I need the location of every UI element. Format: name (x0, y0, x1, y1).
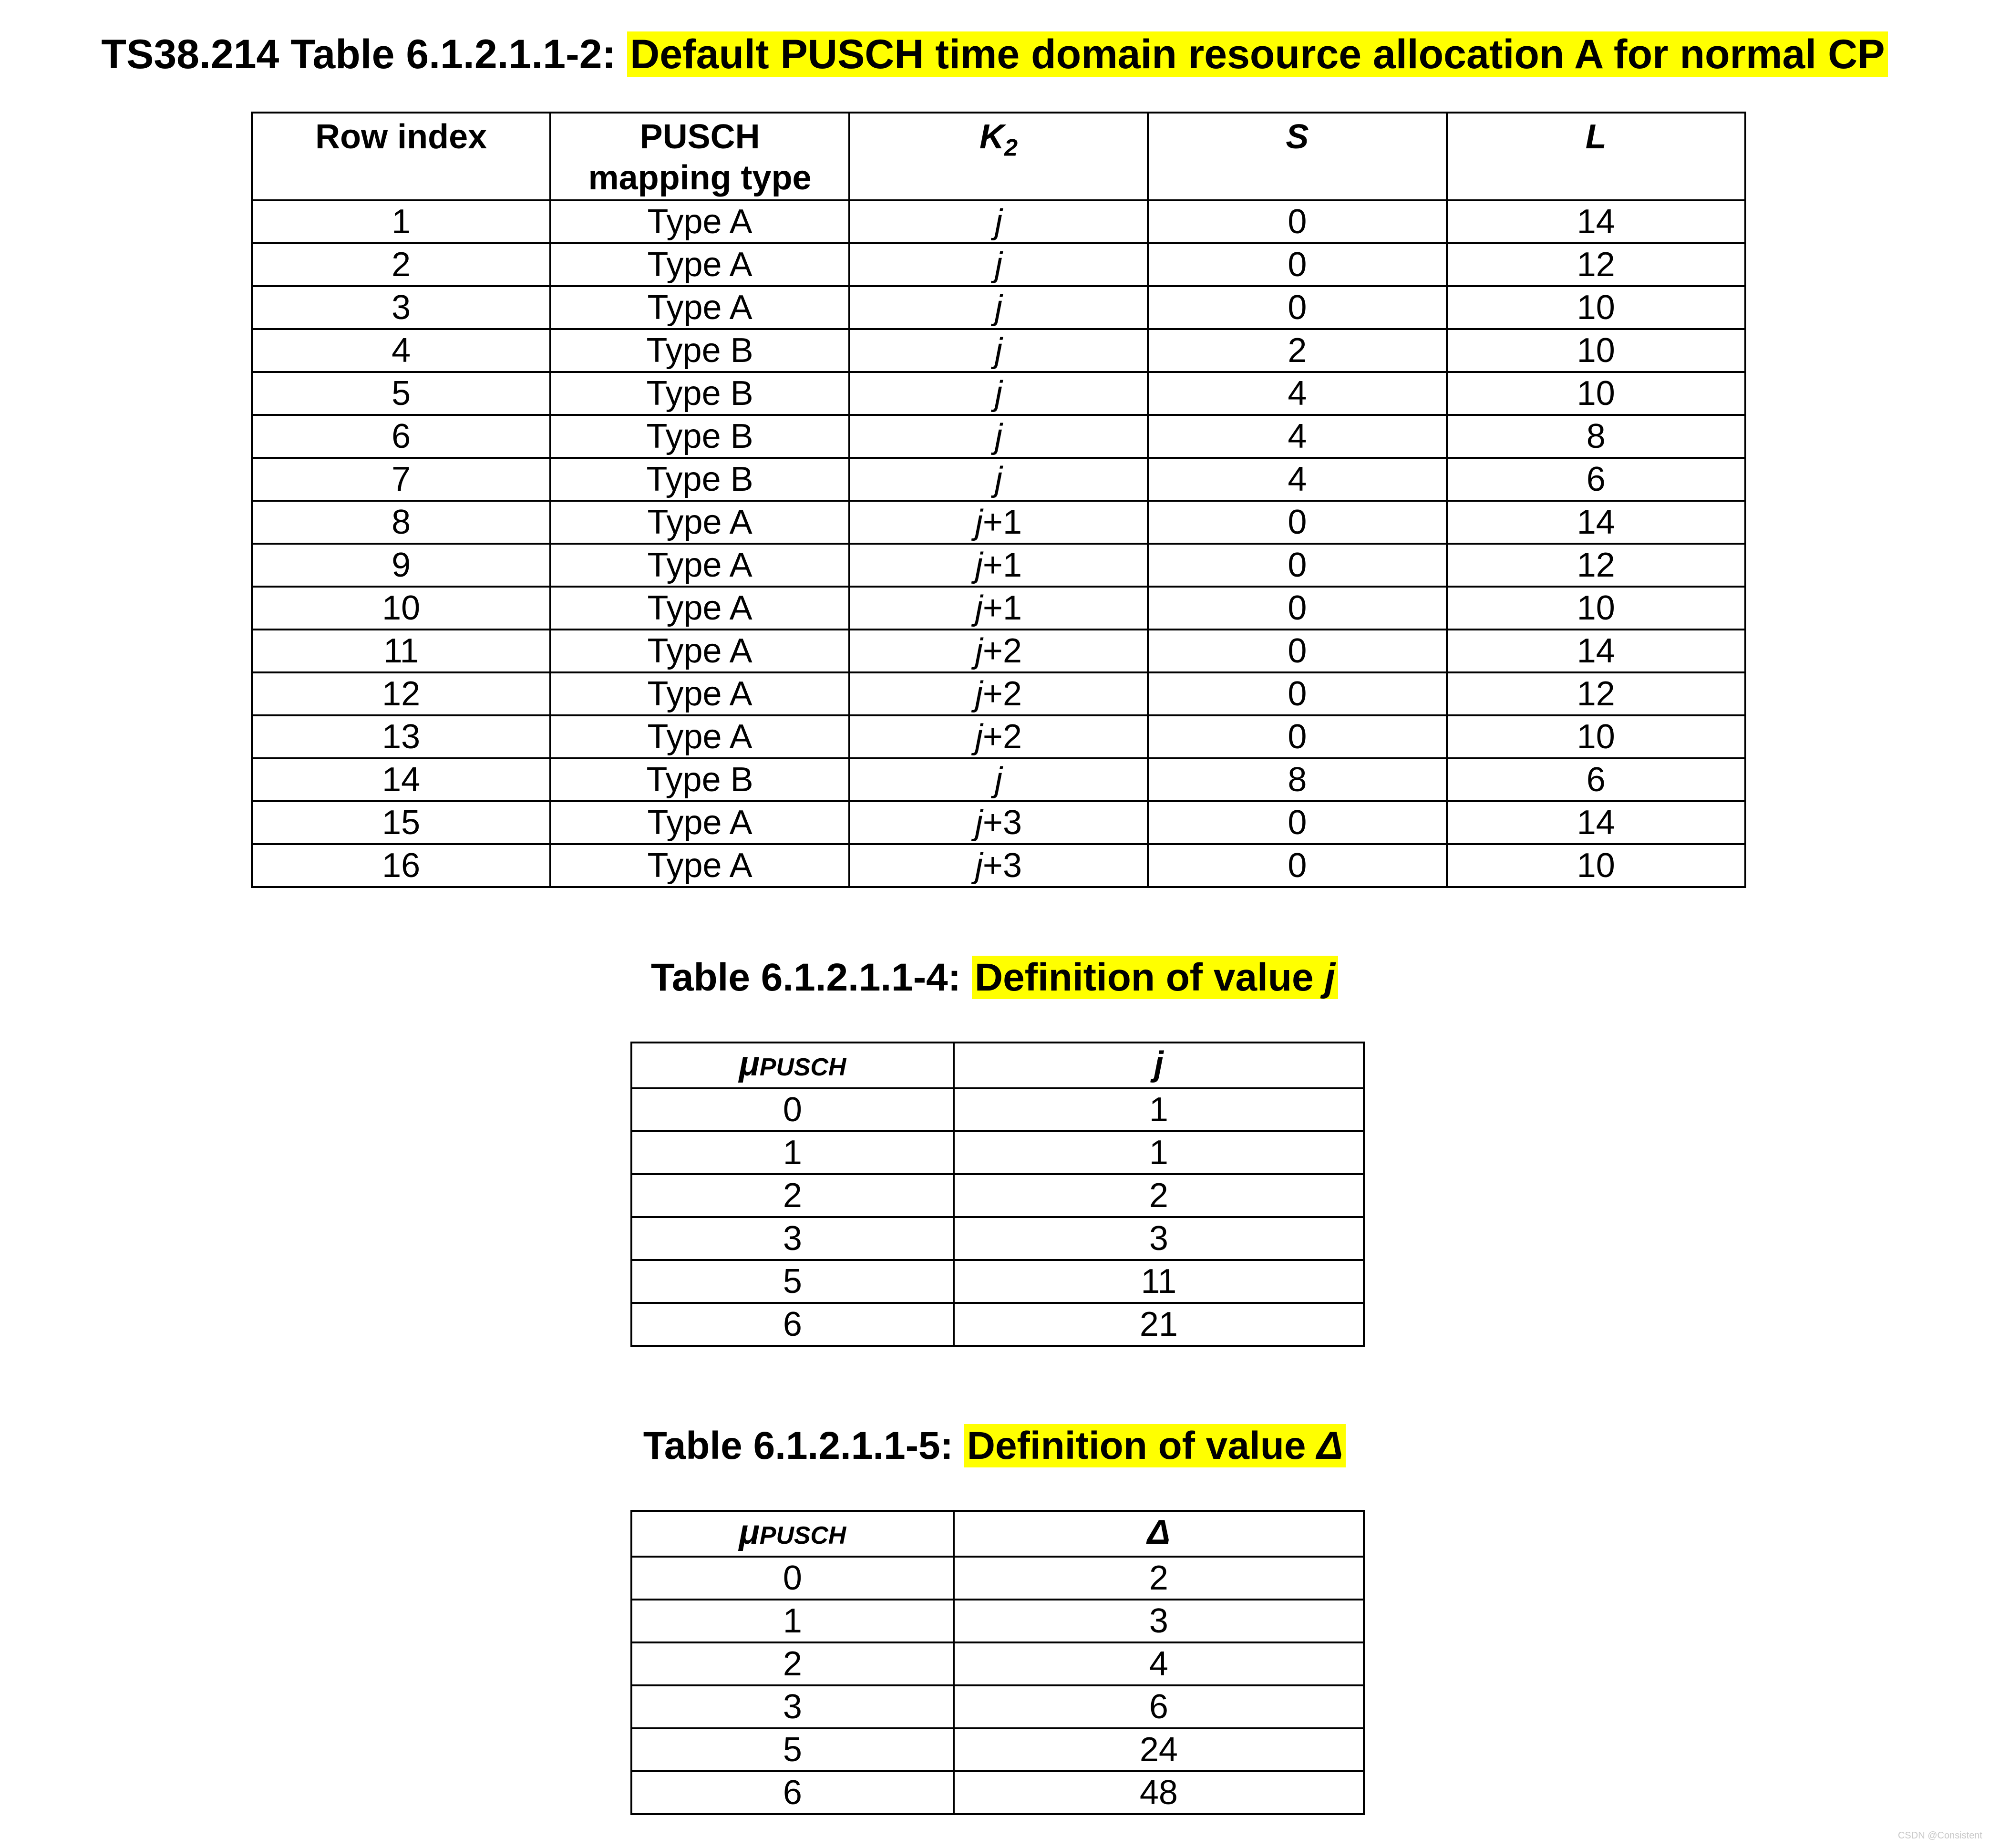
watermark: CSDN @Consistent (1897, 1830, 1982, 1841)
j-table-body (631, 1088, 1364, 1346)
delta-value-cell: 6 (954, 1685, 1364, 1728)
delta-title-text: Definition of value (967, 1424, 1317, 1467)
j-value-cell: 21 (954, 1303, 1364, 1346)
main-table-body (252, 200, 1745, 887)
header-delta: Δ (954, 1511, 1364, 1557)
mu-cell: 0 (631, 1088, 954, 1131)
main-title-highlight: Default PUSCH time domain resource allocation A for normal CP (627, 31, 1887, 77)
k2-cell (849, 243, 1148, 286)
j-value-cell: 2 (954, 1174, 1364, 1217)
mu-cell: 6 (631, 1771, 954, 1814)
l-cell: 14 (1447, 501, 1745, 544)
table-row (252, 286, 1745, 329)
k2-variable: j (975, 847, 983, 885)
table-header-row (631, 1043, 1364, 1088)
k2-cell: j+3 (849, 844, 1148, 887)
mapping-type-cell: Type A (550, 200, 849, 243)
header-mu-sub: PUSCH (759, 1521, 846, 1549)
k2-cell (849, 415, 1148, 458)
s-cell: 0 (1148, 801, 1446, 844)
j-value-cell: 11 (954, 1260, 1364, 1303)
row-index-cell: 5 (252, 372, 550, 415)
mapping-type-cell: Type A (550, 544, 849, 587)
s-cell: 0 (1148, 630, 1446, 672)
mapping-type-cell: Type B (550, 458, 849, 501)
k2-variable: j (975, 546, 983, 584)
k2-variable: j (975, 589, 983, 627)
row-index-cell: 14 (252, 758, 550, 801)
s-cell: 0 (1148, 844, 1446, 887)
l-cell: 12 (1447, 243, 1745, 286)
l-cell: 8 (1447, 415, 1745, 458)
j-title-text: Definition of value (974, 956, 1325, 999)
k2-cell: j+1 (849, 501, 1148, 544)
delta-table-body (631, 1557, 1364, 1814)
delta-value-cell: 48 (954, 1771, 1364, 1814)
k2-cell (849, 286, 1148, 329)
mapping-type-cell: Type A (550, 243, 849, 286)
j-value-cell: 1 (954, 1131, 1364, 1174)
k2-cell: j+1 (849, 587, 1148, 630)
main-title-prefix: TS38.214 Table 6.1.2.1.1-2: (101, 31, 616, 77)
j-value-cell: 3 (954, 1217, 1364, 1260)
s-cell: 0 (1148, 200, 1446, 243)
k2-cell (849, 458, 1148, 501)
mu-cell: 5 (631, 1260, 954, 1303)
delta-value-cell: 2 (954, 1557, 1364, 1600)
table-row (252, 200, 1745, 243)
pusch-allocation-table (251, 112, 1746, 888)
l-cell: 10 (1447, 372, 1745, 415)
s-cell: 4 (1148, 415, 1446, 458)
row-index-cell: 4 (252, 329, 550, 372)
l-cell: 10 (1447, 715, 1745, 758)
table-row (631, 1557, 1364, 1600)
k2-cell: j+1 (849, 544, 1148, 587)
table-row (631, 1728, 1364, 1771)
l-cell: 10 (1447, 286, 1745, 329)
k2-cell: j+3 (849, 801, 1148, 844)
s-cell: 0 (1148, 672, 1446, 715)
table-row (631, 1260, 1364, 1303)
table-header-row (631, 1511, 1364, 1557)
row-index-cell: 12 (252, 672, 550, 715)
mapping-type-cell: Type B (550, 329, 849, 372)
k2-cell (849, 200, 1148, 243)
k2-variable: j (994, 331, 1002, 370)
row-index-cell: 16 (252, 844, 550, 887)
s-cell: 4 (1148, 458, 1446, 501)
table-row (252, 758, 1745, 801)
mapping-type-cell: Type A (550, 630, 849, 672)
header-mu-base: μ (739, 1513, 760, 1551)
s-cell: 8 (1148, 758, 1446, 801)
table-row (252, 415, 1745, 458)
delta-title-prefix: Table 6.1.2.1.1-5: (643, 1424, 953, 1467)
delta-value-cell: 4 (954, 1642, 1364, 1685)
row-index-cell: 11 (252, 630, 550, 672)
l-cell: 10 (1447, 844, 1745, 887)
j-definition-table (630, 1042, 1365, 1347)
table-row (631, 1771, 1364, 1814)
mapping-type-cell: Type A (550, 501, 849, 544)
l-cell: 14 (1447, 630, 1745, 672)
k2-cell: j+2 (849, 715, 1148, 758)
k2-variable: j (975, 804, 983, 842)
table-row (631, 1088, 1364, 1131)
table-row (252, 672, 1745, 715)
s-cell: 0 (1148, 286, 1446, 329)
mapping-type-cell: Type A (550, 587, 849, 630)
mapping-type-cell: Type A (550, 672, 849, 715)
l-cell: 14 (1447, 801, 1745, 844)
header-l: L (1447, 113, 1745, 200)
row-index-cell: 3 (252, 286, 550, 329)
header-row-index: Row index (252, 113, 550, 200)
l-cell: 6 (1447, 758, 1745, 801)
l-cell: 12 (1447, 672, 1745, 715)
mapping-type-cell: Type B (550, 415, 849, 458)
j-title-prefix: Table 6.1.2.1.1-4: (650, 956, 961, 999)
row-index-cell: 8 (252, 501, 550, 544)
header-mu-pusch (631, 1511, 954, 1557)
table-row (252, 372, 1745, 415)
header-s: S (1148, 113, 1446, 200)
table-row (252, 458, 1745, 501)
delta-value-cell: 24 (954, 1728, 1364, 1771)
header-mapping-type-line2: mapping type (588, 159, 812, 197)
mapping-type-cell: Type A (550, 801, 849, 844)
k2-variable: j (994, 246, 1002, 284)
k2-variable: j (975, 675, 983, 713)
k2-cell (849, 329, 1148, 372)
header-mapping-type (550, 113, 849, 200)
s-cell: 0 (1148, 715, 1446, 758)
table-row (252, 801, 1745, 844)
table-header-row (252, 113, 1745, 200)
table-row (252, 329, 1745, 372)
l-cell: 6 (1447, 458, 1745, 501)
header-k2-sub: 2 (1004, 134, 1018, 161)
mu-cell: 5 (631, 1728, 954, 1771)
j-title-symbol: j (1324, 956, 1336, 999)
table-row (631, 1217, 1364, 1260)
k2-variable: j (975, 632, 983, 670)
k2-cell (849, 372, 1148, 415)
j-title-highlight (972, 956, 1338, 999)
mu-cell: 3 (631, 1217, 954, 1260)
table-row (252, 715, 1745, 758)
table-row (252, 844, 1745, 887)
s-cell: 4 (1148, 372, 1446, 415)
j-table-title (0, 952, 1989, 1003)
k2-cell: j+2 (849, 630, 1148, 672)
table-row (631, 1642, 1364, 1685)
header-k2-base: K (979, 118, 1004, 156)
header-mu-base: μ (739, 1045, 760, 1083)
k2-variable: j (975, 503, 983, 541)
row-index-cell: 7 (252, 458, 550, 501)
table-row (631, 1600, 1364, 1642)
k2-cell: j+2 (849, 672, 1148, 715)
table-row (631, 1174, 1364, 1217)
mapping-type-cell: Type A (550, 715, 849, 758)
mu-cell: 2 (631, 1174, 954, 1217)
table-row (252, 587, 1745, 630)
delta-value-cell: 3 (954, 1600, 1364, 1642)
row-index-cell: 6 (252, 415, 550, 458)
table-row (252, 630, 1745, 672)
row-index-cell: 1 (252, 200, 550, 243)
row-index-cell: 13 (252, 715, 550, 758)
k2-variable: j (975, 718, 983, 756)
table-row (631, 1303, 1364, 1346)
k2-variable: j (994, 289, 1002, 327)
s-cell: 0 (1148, 587, 1446, 630)
mapping-type-cell: Type B (550, 758, 849, 801)
delta-title-symbol: Δ (1317, 1424, 1343, 1467)
row-index-cell: 9 (252, 544, 550, 587)
delta-title-highlight (964, 1424, 1346, 1467)
mu-cell: 1 (631, 1600, 954, 1642)
mu-cell: 2 (631, 1642, 954, 1685)
table-row (252, 243, 1745, 286)
l-cell: 14 (1447, 200, 1745, 243)
k2-variable: j (994, 460, 1002, 498)
delta-table-title (0, 1420, 1989, 1472)
table-row (252, 501, 1745, 544)
row-index-cell: 10 (252, 587, 550, 630)
row-index-cell: 15 (252, 801, 550, 844)
l-cell: 10 (1447, 329, 1745, 372)
delta-definition-table (630, 1510, 1365, 1815)
l-cell: 10 (1447, 587, 1745, 630)
s-cell: 2 (1148, 329, 1446, 372)
mapping-type-cell: Type A (550, 286, 849, 329)
main-table-title (0, 29, 1989, 80)
j-value-cell: 1 (954, 1088, 1364, 1131)
header-mu-pusch (631, 1043, 954, 1088)
header-j: j (954, 1043, 1364, 1088)
k2-variable: j (994, 761, 1002, 799)
mu-cell: 6 (631, 1303, 954, 1346)
k2-variable: j (994, 417, 1002, 455)
k2-cell (849, 758, 1148, 801)
mu-cell: 0 (631, 1557, 954, 1600)
s-cell: 0 (1148, 501, 1446, 544)
mapping-type-cell: Type A (550, 844, 849, 887)
l-cell: 12 (1447, 544, 1745, 587)
s-cell: 0 (1148, 544, 1446, 587)
k2-variable: j (994, 374, 1002, 413)
mu-cell: 1 (631, 1131, 954, 1174)
mu-cell: 3 (631, 1685, 954, 1728)
s-cell: 0 (1148, 243, 1446, 286)
row-index-cell: 2 (252, 243, 550, 286)
header-mu-sub: PUSCH (759, 1053, 846, 1081)
mapping-type-cell: Type B (550, 372, 849, 415)
table-row (631, 1685, 1364, 1728)
header-k2 (849, 113, 1148, 200)
header-mapping-type-line1: PUSCH (639, 118, 760, 156)
table-row (252, 544, 1745, 587)
table-row (631, 1131, 1364, 1174)
k2-variable: j (994, 203, 1002, 241)
